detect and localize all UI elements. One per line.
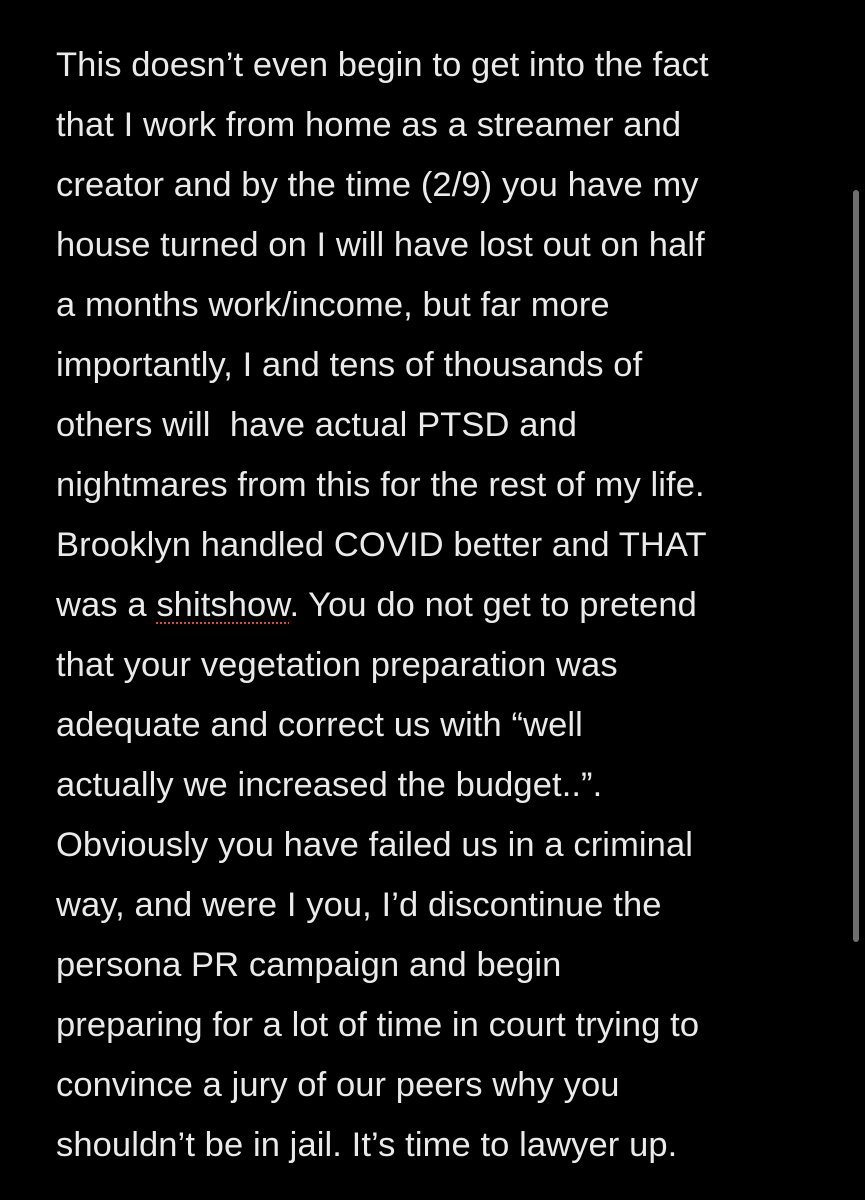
note-line: This doesn’t even begin to get into the fact (56, 46, 709, 84)
note-line: Obviously you have failed us in a criminal (56, 826, 694, 864)
note-line: nightmares from this for the rest of my life. (56, 466, 705, 504)
note-line: creator and by the time (2/9) you have my (56, 166, 699, 204)
note-line: house turned on I will have lost out on half (56, 226, 705, 264)
note-line: way, and were I you, I’d discontinue the (56, 886, 662, 924)
misspelled-word[interactable]: shitshow (156, 586, 290, 624)
note-line: importantly, I and tens of thousands of (56, 346, 643, 384)
note-line-segment: was a (56, 586, 157, 624)
note-line: actually we increased the budget..”. (56, 766, 603, 804)
note-line-segment: . You do not get to pretend (289, 586, 697, 624)
note-line: preparing for a lot of time in court trying to (56, 1006, 700, 1044)
note-line: others will have actual PTSD and (56, 406, 578, 444)
note-text-body[interactable] (56, 35, 846, 1175)
note-line: convince a jury of our peers why you (56, 1066, 620, 1104)
vertical-scrollbar[interactable] (853, 190, 859, 942)
note-line: that your vegetation preparation was (56, 646, 618, 684)
note-line: shouldn’t be in jail. It’s time to lawyer up. (56, 1126, 678, 1164)
note-line: persona PR campaign and begin (56, 946, 562, 984)
note-line: Brooklyn handled COVID better and THAT (56, 526, 707, 564)
note-line: adequate and correct us with “well (56, 706, 583, 744)
note-line: that I work from home as a streamer and (56, 106, 682, 144)
note-line: a months work/income, but far more (56, 286, 610, 324)
note-line (56, 575, 846, 635)
